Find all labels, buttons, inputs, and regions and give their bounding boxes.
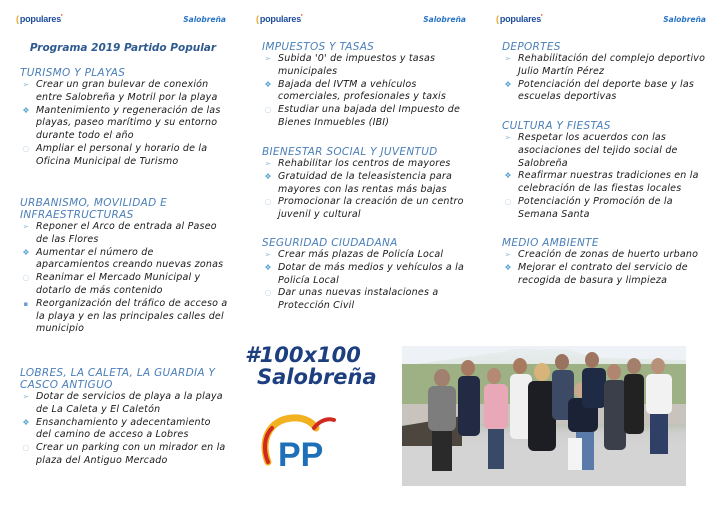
item-text: Rehabilitar los centros de mayores (278, 158, 451, 169)
panel-header (16, 14, 226, 28)
list-item (20, 247, 228, 273)
item-text: Dotar de servicios de playa a la playa de La Caleta y El Caletón (36, 391, 223, 415)
section-impuestos (262, 41, 468, 130)
item-text: Crear más plazas de Policía Local (278, 249, 444, 260)
item-text: Dar unas nuevas instalaciones a Protección Civil (278, 287, 439, 312)
panel-header (256, 14, 466, 28)
hashtag-line-1: #100x100 (245, 343, 361, 367)
populares-logo (16, 14, 63, 24)
diamond-bullet-icon: ❖ (264, 262, 272, 272)
section-deportes (502, 41, 708, 104)
section-lobres (20, 367, 228, 468)
section-bienestar (262, 146, 468, 222)
populares-logo (496, 14, 543, 24)
item-text: Potenciación del deporte base y las escuelas deportivas (518, 78, 694, 103)
diamond-bullet-icon: ❖ (264, 171, 272, 181)
logo-text: populares (499, 14, 542, 24)
list-item (502, 262, 708, 288)
town-label: Salobreña (663, 15, 706, 24)
list-item (20, 221, 228, 247)
list-item (262, 249, 468, 262)
arrow-bullet-icon: ➢ (264, 159, 272, 168)
arrow-bullet-icon: ➢ (22, 222, 30, 231)
item-list (502, 249, 708, 287)
circle-bullet-icon: ○ (264, 288, 272, 298)
item-text: Creación de zonas de huerto urbano (518, 249, 699, 260)
logo-paren-icon: ( (256, 14, 259, 24)
section-cultura (502, 120, 708, 222)
list-item (20, 417, 228, 443)
item-text: Mejorar el contrato del servicio de recogida de basura y limpieza (518, 261, 688, 286)
group-photo-image (402, 346, 686, 486)
logo-text: populares (259, 14, 302, 24)
list-item (262, 158, 468, 171)
arrow-bullet-icon: ➢ (504, 54, 512, 63)
list-item (20, 272, 228, 298)
section-title: LOBRES, LA CALETA, LA GUARDIA Y CASCO ANTIGUO (20, 367, 216, 391)
panel-header (496, 14, 706, 28)
list-item (262, 79, 468, 105)
item-text: Crear un parking con un mirador en la plaza del Antiguo Mercado (36, 442, 226, 466)
list-item (502, 53, 708, 79)
program-title: Programa 2019 Partido Popular (29, 42, 217, 54)
list-item (502, 170, 708, 196)
item-text: Reponer el Arco de entrada al Paseo de las Flores (36, 221, 217, 245)
section-medio-ambiente (502, 237, 708, 287)
diamond-bullet-icon: ❖ (22, 247, 30, 257)
item-list (262, 249, 468, 313)
logo-text: populares (19, 14, 62, 24)
list-item (20, 391, 228, 417)
list-item (20, 298, 228, 336)
group-photo (402, 346, 686, 486)
list-item (262, 171, 468, 197)
diamond-bullet-icon: ❖ (264, 79, 272, 89)
circle-bullet-icon: ○ (22, 443, 30, 453)
circle-bullet-icon: ○ (22, 143, 30, 153)
circle-bullet-icon: ○ (264, 197, 272, 207)
item-text: Potenciación y Promoción de la Semana Santa (518, 195, 673, 220)
item-text: Ampliar el personal y horario de la Oficina Municipal de Turismo (36, 142, 208, 167)
item-text: Aumentar el número de aparcamientos creando nuevas zonas (36, 246, 224, 271)
item-list (20, 391, 228, 468)
arrow-bullet-icon: ➢ (264, 54, 272, 63)
list-item (262, 53, 468, 79)
diamond-bullet-icon: ❖ (22, 417, 30, 427)
hashtag-line-2: Salobreña (257, 365, 377, 389)
logo-tick-icon: ' (301, 14, 303, 21)
town-label: Salobreña (183, 15, 226, 24)
item-list (20, 221, 228, 336)
svg-text:PP: PP (278, 436, 324, 470)
section-title: DEPORTES (502, 41, 561, 53)
square-bullet-icon: ▪ (23, 299, 29, 308)
item-text: Crear un gran bulevar de conexión entre Salobreña y Motril por la playa (36, 79, 218, 103)
list-item (262, 287, 468, 313)
section-title: CULTURA Y FIESTAS (502, 120, 611, 132)
arrow-bullet-icon: ➢ (504, 250, 512, 259)
pp-logo-icon (258, 412, 338, 470)
list-item (502, 196, 708, 222)
section-title: TURISMO Y PLAYAS (20, 67, 126, 79)
arrow-bullet-icon: ➢ (22, 80, 30, 89)
list-item (20, 143, 228, 169)
list-item (20, 79, 228, 105)
town-label: Salobreña (423, 15, 466, 24)
item-list (20, 79, 228, 169)
section-title: IMPUESTOS Y TASAS (262, 41, 375, 53)
list-item (502, 79, 708, 105)
item-text: Gratuidad de la teleasistencia para mayores con las rentas más bajas (278, 170, 453, 195)
item-text: Respetar los acuerdos con las asociaciones del tejido social de Salobreña (518, 132, 678, 169)
populares-logo (256, 14, 303, 24)
item-text: Mantenimiento y regeneración de las playas, paseo marítimo y su entorno durante todo el año (36, 104, 221, 142)
list-item (502, 132, 708, 170)
circle-bullet-icon: ○ (504, 196, 512, 206)
brochure-panel-1 (0, 0, 240, 509)
list-item (20, 442, 228, 468)
section-urbanismo (20, 197, 228, 336)
arrow-bullet-icon: ➢ (504, 133, 512, 142)
diamond-bullet-icon: ❖ (504, 79, 512, 89)
item-text: Reanimar el Mercado Municipal y dotarlo de más contenido (36, 272, 201, 296)
item-text: Reafirmar nuestras tradiciones en la celebración de las fiestas locales (518, 170, 699, 195)
campaign-hashtag (245, 344, 377, 388)
item-list (262, 53, 468, 130)
arrow-bullet-icon: ➢ (264, 250, 272, 259)
list-item (262, 262, 468, 288)
item-text: Rehabilitación del complejo deportivo Julio Martín Pérez (518, 53, 706, 77)
list-item (20, 105, 228, 143)
section-title: URBANISMO, MOVILIDAD E INFRAESTRUCTURAS (20, 197, 168, 221)
item-text: Bajada del IVTM a vehículos comerciales, profesionales y taxis (278, 78, 447, 103)
logo-paren-icon: ( (16, 14, 19, 24)
pp-party-logo (258, 412, 338, 470)
diamond-bullet-icon: ❖ (504, 171, 512, 181)
diamond-bullet-icon: ❖ (22, 105, 30, 115)
item-list (502, 132, 708, 222)
arrow-bullet-icon: ➢ (22, 392, 30, 401)
item-text: Ensanchamiento y adecentamiento del camino de acceso a Lobres (36, 416, 211, 441)
item-text: Reorganización del tráfico de acceso a la playa y en las principales calles del municipio (36, 297, 228, 335)
section-turismo (20, 67, 228, 169)
section-title: MEDIO AMBIENTE (502, 237, 599, 249)
item-text: Subida '0' de impuestos y tasas municipales (278, 53, 436, 77)
logo-tick-icon: ' (61, 14, 63, 21)
diamond-bullet-icon: ❖ (504, 262, 512, 272)
list-item (262, 196, 468, 222)
circle-bullet-icon: ○ (264, 105, 272, 115)
list-item (502, 249, 708, 262)
section-title: BIENESTAR SOCIAL Y JUVENTUD (262, 146, 438, 158)
section-seguridad (262, 237, 468, 313)
item-list (262, 158, 468, 222)
list-item (262, 104, 468, 130)
logo-tick-icon: ' (541, 14, 543, 21)
logo-paren-icon: ( (496, 14, 499, 24)
item-text: Estudiar una bajada del Impuesto de Bienes Inmuebles (IBI) (278, 104, 461, 128)
item-list (502, 53, 708, 104)
item-text: Promocionar la creación de un centro juvenil y cultural (278, 196, 464, 221)
section-title: SEGURIDAD CIUDADANA (262, 237, 398, 249)
item-text: Dotar de más medios y vehículos a la Policía Local (278, 261, 465, 286)
circle-bullet-icon: ○ (22, 273, 30, 283)
